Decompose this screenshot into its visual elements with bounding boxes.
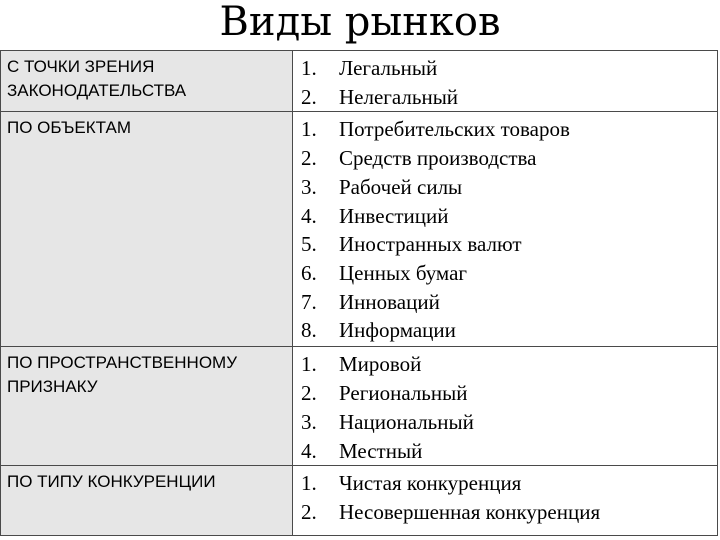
list-item [301,379,717,408]
list-item-number: 8. [301,318,317,343]
list-item-number: 4. [301,438,317,463]
table-row [1,466,718,536]
list-item-number: 2. [301,146,317,171]
list-item-label: Ценных бумаг [339,260,468,285]
criterion-cell: ПО ОБЪЕКТАМ [1,112,293,347]
market-kind-list [301,54,717,111]
items-cell [293,51,718,112]
list-item [301,144,717,173]
list-item-label: Чистая конкуренция [339,471,522,496]
market-types-table [0,50,718,536]
list-item-number: 1. [301,471,317,496]
items-cell [293,466,718,536]
list-item-number: 1. [301,117,317,142]
list-item-number: 1. [301,56,317,80]
list-item-number: 4. [301,203,317,228]
list-item-number: 7. [301,289,317,314]
table-row [1,51,718,112]
list-item-label: Национальный [339,409,474,434]
list-item-label: Инвестиций [339,203,449,228]
market-kind-list [301,350,717,465]
criterion-cell: ПО ПРОСТРАНСТВЕННОМУ ПРИЗНАКУ [1,347,293,466]
list-item-label: Региональный [339,381,468,406]
table-row [1,112,718,347]
list-item [301,288,717,317]
list-item [301,115,717,144]
list-item-label: Нелегальный [339,84,459,109]
list-item-number: 2. [301,84,317,109]
list-item-number: 6. [301,260,317,285]
list-item [301,350,717,379]
list-item-number: 3. [301,409,317,434]
list-item [301,54,717,83]
criterion-cell: С ТОЧКИ ЗРЕНИЯ ЗАКОНОДАТЕЛЬСТВА [1,51,293,112]
list-item [301,316,717,345]
list-item-label: Инноваций [339,289,440,314]
list-item-label: Информации [339,318,456,343]
list-item-label: Средств производства [339,146,537,171]
list-item [301,202,717,231]
list-item-number: 5. [301,232,317,257]
list-item-label: Мировой [339,352,422,377]
table-row [1,347,718,466]
table-body [1,51,718,536]
market-kind-list [301,115,717,345]
list-item [301,259,717,288]
market-kind-list [301,469,717,526]
items-cell [293,347,718,466]
list-item [301,498,717,527]
list-item [301,230,717,259]
items-cell [293,112,718,347]
criterion-cell: ПО ТИПУ КОНКУРЕНЦИИ [1,466,293,536]
list-item-label: Потребительских товаров [339,117,570,142]
list-item-number: 3. [301,174,317,199]
list-item-number: 2. [301,499,317,524]
list-item [301,83,717,112]
list-item-label: Легальный [339,56,438,80]
list-item-number: 2. [301,381,317,406]
page-title: Виды рынков [219,0,501,45]
list-item-label: Иностранных валют [339,232,522,257]
list-item [301,408,717,437]
list-item-number: 1. [301,352,317,377]
list-item [301,469,717,498]
list-item-label: Местный [339,438,423,463]
list-item [301,173,717,202]
list-item-label: Рабочей силы [339,174,463,199]
list-item [301,437,717,466]
list-item-label: Несовершенная конкуренция [339,499,601,524]
